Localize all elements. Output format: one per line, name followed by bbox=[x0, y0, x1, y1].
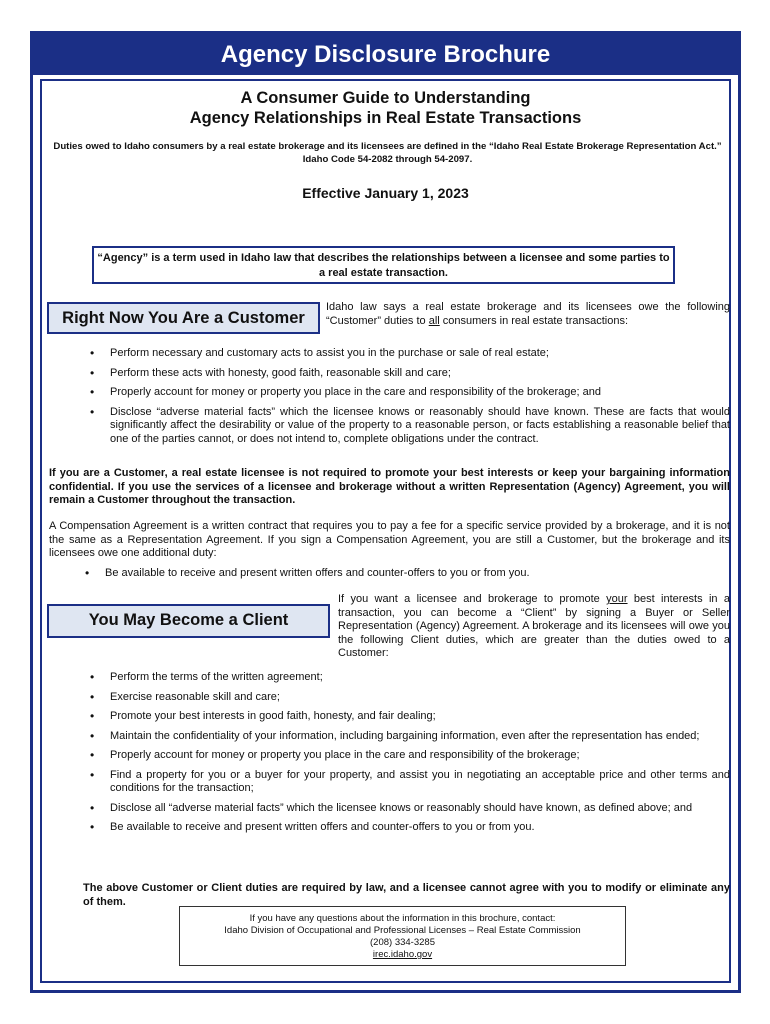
client-intro bbox=[338, 593, 730, 661]
brochure-frame bbox=[30, 31, 741, 993]
customer-heading-text: Right Now You Are a Customer bbox=[62, 309, 305, 327]
contact-line-2: Idaho Division of Occupational and Professional Licenses – Real Estate Commission bbox=[224, 925, 581, 936]
customer-duty: • Disclose “adverse material facts” which the licensee knows or reasonably should have known. These are facts that would significantly affect the desirability or value of the property to a reasonable person, or facts establishing a reasonable belief that one of the parties cannot, or does not intend to, complete obligations under the contract. bbox=[87, 406, 730, 447]
customer-intro-emphasis: all bbox=[428, 314, 440, 327]
client-duty: • Perform the terms of the written agreement; bbox=[87, 671, 730, 685]
customer-duty: • Perform these acts with honesty, good faith, reasonable skill and care; bbox=[87, 367, 730, 381]
contact-box bbox=[179, 906, 626, 966]
client-duty: • Find a property for you or a buyer for your property, and assist you in negotiating an acceptable price and other terms and conditions for the transaction; bbox=[87, 769, 730, 796]
additional-duty-list bbox=[82, 567, 730, 587]
client-heading-text: You May Become a Client bbox=[88, 611, 289, 629]
client-duty: • Properly account for money or property you place in the care and responsibility of the brokerage; bbox=[87, 749, 730, 763]
client-duty: • Maintain the confidentiality of your information, including bargaining information, even after the representation has ended; bbox=[87, 730, 730, 744]
subtitle-line-2: Agency Relationships in Real Estate Transactions bbox=[189, 109, 582, 127]
customer-duties-list bbox=[87, 347, 730, 452]
additional-duty: • Be available to receive and present written offers and counter-offers to you or from you. bbox=[82, 567, 730, 581]
customer-warning: If you are a Customer, a real estate licensee is not required to promote your best interests or keep your bargaining information confidential. If you use the services of a licensee and brokerage without a written Representation (Agency) Agreement, you will remain a Customer throughout the transaction. bbox=[49, 467, 730, 506]
agency-definition-box bbox=[92, 246, 675, 284]
client-intro-emphasis: your bbox=[606, 593, 628, 605]
client-heading bbox=[47, 604, 330, 638]
customer-intro-text-end: consumers in real estate transactions: bbox=[439, 314, 629, 327]
client-duties-list bbox=[87, 671, 730, 841]
client-duty: • Be available to receive and present written offers and counter-offers to you or from you. bbox=[87, 821, 730, 835]
client-duty: • Disclose all “adverse material facts” which the licensee knows or reasonably should have known, as defined above; and bbox=[87, 802, 730, 816]
closing-statement: The above Customer or Client duties are required by law, and a licensee cannot agree with you to modify or eliminate any of them. bbox=[83, 882, 730, 908]
customer-duty: • Perform necessary and customary acts to assist you in the purchase or sale of real estate; bbox=[87, 347, 730, 361]
subtitle-line-1: A Consumer Guide to Understanding bbox=[240, 89, 531, 107]
customer-heading bbox=[47, 302, 320, 334]
contact-phone: (208) 334-3285 bbox=[370, 937, 435, 948]
effective-date: Effective January 1, 2023 bbox=[302, 185, 469, 201]
client-intro-text-end: best interests in a transaction, you can become a “Client” by signing a Buyer or Seller Representation (Agency) Agreement. A brokerage and its licensees will owe you the following Client duties, which are greater than the duties owed to a Customer: bbox=[338, 593, 730, 659]
customer-intro bbox=[326, 301, 730, 328]
customer-duty: • Properly account for money or property you place in the care and responsibility of the brokerage; and bbox=[87, 386, 730, 400]
contact-website-link[interactable]: irec.idaho.gov bbox=[372, 949, 433, 960]
contact-line-1: If you have any questions about the information in this brochure, contact: bbox=[249, 913, 556, 924]
compensation-agreement-text: A Compensation Agreement is a written contract that requires you to pay a fee for a specific service provided by a brokerage, and it is not the same as a Representation Agreement. If you sign a Compensation Agreement, you are still a Customer, but the brokerage and its licensees owe one additional duty: bbox=[49, 520, 730, 559]
client-intro-text: If you want a licensee and brokerage to promote bbox=[338, 593, 607, 605]
agency-definition: “Agency” is a term used in Idaho law that describes the relationships between a licensee and some parties to a real estate transaction. bbox=[97, 252, 670, 279]
banner-title: Agency Disclosure Brochure bbox=[33, 34, 738, 75]
client-duty: • Exercise reasonable skill and care; bbox=[87, 691, 730, 705]
duties-intro: Duties owed to Idaho consumers by a real estate brokerage and its licensees are defined in the “Idaho Real Estate Brokerage Representation Act.” Idaho Code 54-2082 through 54-2097. bbox=[53, 141, 722, 165]
client-duty: • Promote your best interests in good faith, honesty, and fair dealing; bbox=[87, 710, 730, 724]
customer-intro-text: Idaho law says a real estate brokerage and its licensees owe the following “Customer” duties to bbox=[326, 301, 730, 327]
brochure-body bbox=[40, 79, 731, 983]
